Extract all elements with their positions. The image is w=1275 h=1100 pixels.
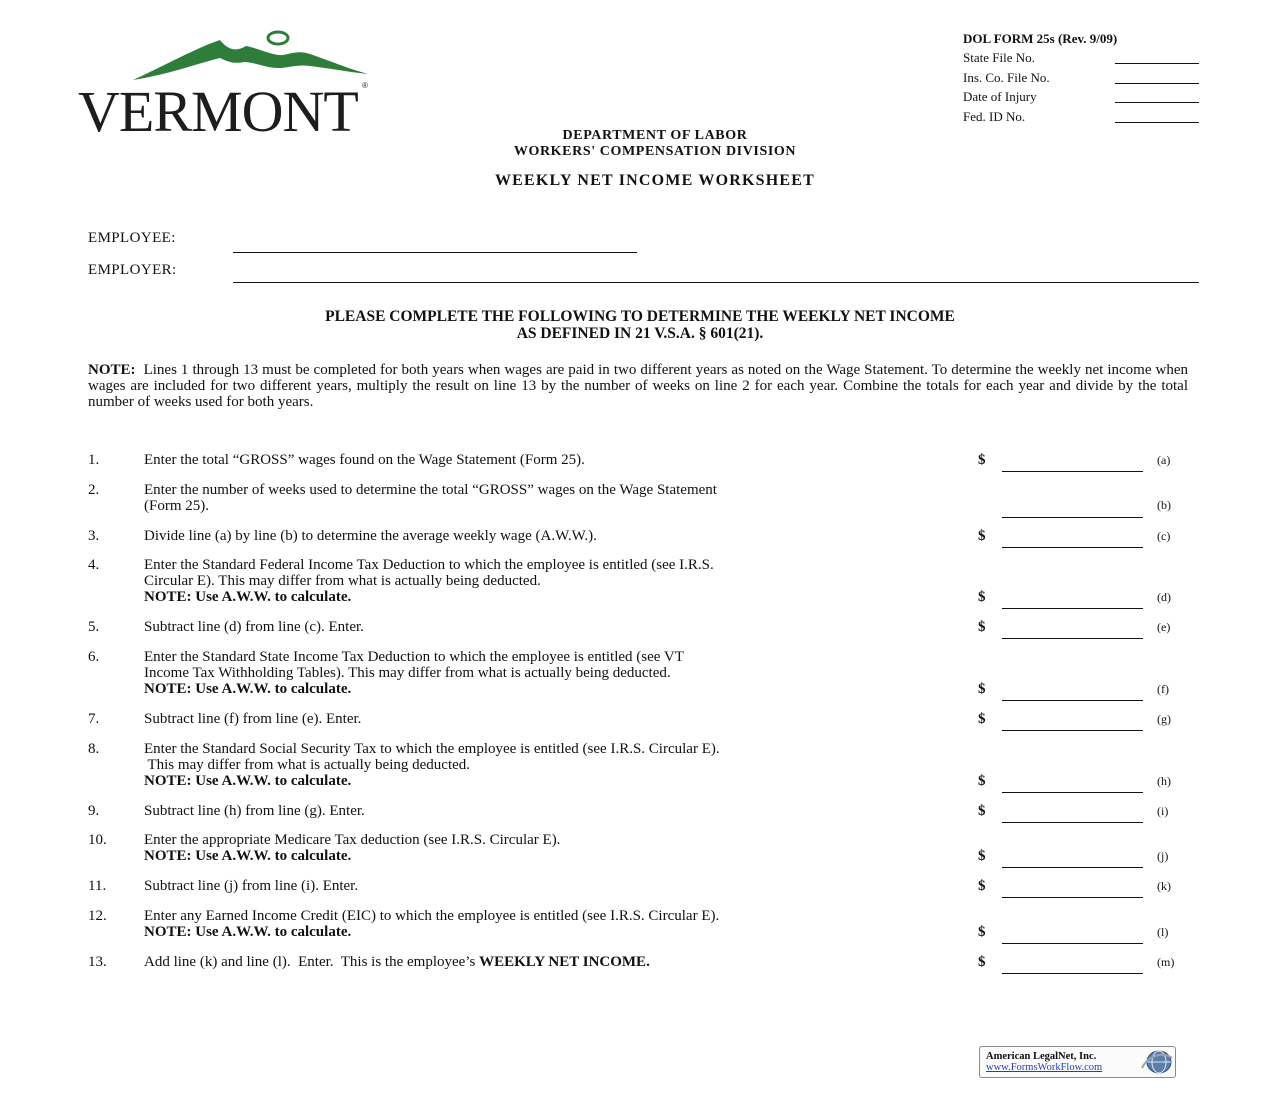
line-j-field[interactable] [1002, 867, 1143, 868]
fed-id-row [963, 105, 1203, 125]
dollar-sign: $ [978, 803, 986, 819]
line-note: NOTE: Use A.W.W. to calculate. [144, 924, 352, 940]
line-number: 2. [88, 482, 100, 498]
line-f-field[interactable] [1002, 700, 1143, 701]
date-of-injury-field[interactable] [1115, 102, 1199, 103]
date-of-injury-row [963, 85, 1203, 105]
ins-co-file-row [963, 66, 1203, 86]
logo-mountains-shape [133, 40, 368, 80]
department-name: DEPARTMENT OF LABOR [562, 128, 748, 143]
line-text [144, 908, 974, 940]
line-text-part-1: Enter any Earned Income Credit (EIC) to which the employee is entitled (see I.R.S. Circular E). [144, 908, 720, 924]
line-number: 1. [88, 452, 100, 468]
line-letter: (d) [1157, 590, 1171, 604]
state-file-row [963, 46, 1203, 66]
employer-label: EMPLOYER: [88, 262, 177, 278]
line-letter: (a) [1157, 453, 1171, 467]
line-number: 6. [88, 649, 100, 665]
line-note: NOTE: Use A.W.W. to calculate. [144, 773, 352, 789]
note-paragraph [88, 362, 1188, 410]
badge-url-link[interactable]: www.FormsWorkFlow.com [986, 1062, 1103, 1073]
ins-co-file-field[interactable] [1115, 83, 1199, 84]
line-text: Subtract line (f) from line (e). Enter. [144, 711, 362, 727]
line-note: NOTE: Use A.W.W. to calculate. [144, 848, 352, 864]
line-i-field[interactable] [1002, 822, 1143, 823]
line-note: NOTE: Use A.W.W. to calculate. [144, 589, 352, 605]
badge-company: American LegalNet, Inc. [986, 1051, 1097, 1062]
dollar-sign: $ [978, 773, 986, 789]
instructions-line-1: PLEASE COMPLETE THE FOLLOWING TO DETERMINE THE WEEKLY NET INCOME [325, 308, 955, 325]
line-k-field[interactable] [1002, 897, 1143, 898]
employee-field[interactable] [233, 252, 637, 253]
dollar-sign: $ [978, 954, 986, 970]
line-letter: (b) [1157, 498, 1171, 512]
line-letter: (l) [1157, 925, 1169, 939]
line-text-part-1: Enter the appropriate Medicare Tax deduction (see I.R.S. Circular E). [144, 832, 561, 848]
dollar-sign: $ [978, 848, 986, 864]
page-title: WEEKLY NET INCOME WORKSHEET [494, 172, 816, 189]
employer-field[interactable] [233, 282, 1199, 283]
registered-mark: ® [362, 81, 368, 90]
line-g-field[interactable] [1002, 730, 1143, 731]
instructions [150, 308, 1130, 342]
line-number: 8. [88, 741, 100, 757]
line-note: NOTE: Use A.W.W. to calculate. [144, 681, 352, 697]
line-letter: (i) [1157, 804, 1169, 818]
line-text: Subtract line (j) from line (i). Enter. [144, 878, 359, 894]
line-text-part-2: Income Tax Withholding Tables). This may differ from what is actually being deducted. [144, 665, 671, 681]
dollar-sign: $ [978, 589, 986, 605]
dollar-sign: $ [978, 924, 986, 940]
dollar-sign: $ [978, 878, 986, 894]
line-a-field[interactable] [1002, 471, 1143, 472]
note-label: NOTE: [88, 362, 136, 378]
ins-co-file-label: Ins. Co. File No. [963, 69, 1050, 85]
fed-id-field[interactable] [1115, 122, 1199, 123]
line-text-part-1: Add line (k) and line (l). Enter. This is the employee’s [144, 954, 480, 970]
instructions-line-2: AS DEFINED IN 21 V.S.A. § 601(21). [516, 325, 764, 342]
line-letter: (e) [1157, 620, 1171, 634]
line-e-field[interactable] [1002, 638, 1143, 639]
line-c-field[interactable] [1002, 547, 1143, 548]
line-l-field[interactable] [1002, 943, 1143, 944]
division-name: WORKERS' COMPENSATION DIVISION [513, 144, 797, 159]
globe-icon [1139, 1048, 1173, 1076]
line-letter: (k) [1157, 879, 1171, 893]
line-number: 9. [88, 803, 100, 819]
line-number: 3. [88, 528, 100, 544]
line-text [144, 649, 964, 697]
fed-id-label: Fed. ID No. [963, 108, 1026, 124]
dollar-sign: $ [978, 452, 986, 468]
dollar-sign: $ [978, 528, 986, 544]
dollar-sign: $ [978, 681, 986, 697]
department-heading [400, 128, 910, 160]
line-b-field[interactable] [1002, 517, 1143, 518]
line-letter: (m) [1157, 955, 1175, 969]
line-letter: (g) [1157, 712, 1171, 726]
logo-wordmark: VERMONT [78, 79, 358, 144]
line-number: 12. [88, 908, 107, 924]
line-text-part-1: Enter the number of weeks used to determine the total “GROSS” wages on the Wage Statement [144, 482, 717, 498]
line-text [144, 482, 964, 514]
line-text: Enter the total “GROSS” wages found on the Wage Statement (Form 25). [144, 452, 585, 468]
dollar-sign: $ [978, 619, 986, 635]
line-text-part-2: (Form 25). [144, 498, 209, 514]
employee-label: EMPLOYEE: [88, 230, 176, 246]
line-d-field[interactable] [1002, 608, 1143, 609]
note-text: Lines 1 through 13 must be completed for both years when wages are paid in two different years as noted on the Wage Statement. To determine the weekly net income when wages are included for two different years, multiply the result on line 13 by the number of weeks on line 2 for each year. Combine the totals for each year and divide by the total number of weeks used for both years. [88, 362, 1189, 410]
line-text: Subtract line (h) from line (g). Enter. [144, 803, 365, 819]
line-text-part-2: Circular E). This may differ from what is actually being deducted. [144, 573, 541, 589]
line-text-part-1: Enter the Standard Social Security Tax to which the employee is entitled (see I.R.S. Circular E). [144, 741, 720, 757]
american-legalnet-badge[interactable] [979, 1046, 1176, 1078]
line-number: 13. [88, 954, 107, 970]
state-file-field[interactable] [1115, 63, 1199, 64]
line-text [144, 954, 964, 970]
line-text [144, 832, 964, 864]
line-text-bold: WEEKLY NET INCOME. [479, 954, 650, 970]
line-text-part-1: Enter the Standard Federal Income Tax Deduction to which the employee is entitled (see I.R.S. [144, 557, 714, 573]
dollar-sign: $ [978, 711, 986, 727]
date-of-injury-label: Date of Injury [963, 89, 1037, 104]
line-letter: (f) [1157, 682, 1169, 696]
line-letter: (h) [1157, 774, 1171, 788]
line-text [144, 557, 964, 605]
line-text [144, 741, 974, 789]
line-letter: (j) [1157, 849, 1169, 863]
line-number: 7. [88, 711, 100, 727]
line-letter: (c) [1157, 529, 1171, 543]
line-text: Subtract line (d) from line (c). Enter. [144, 619, 364, 635]
state-file-label: State File No. [963, 50, 1035, 65]
line-text: Divide line (a) by line (b) to determine the average weekly wage (A.W.W.). [144, 528, 597, 544]
line-number: 4. [88, 557, 100, 573]
line-number: 10. [88, 832, 107, 848]
form-info-block [963, 31, 1203, 124]
line-text-part-1: Enter the Standard State Income Tax Deduction to which the employee is entitled (see VT [144, 649, 684, 665]
line-number: 5. [88, 619, 100, 635]
logo-swirl-shape [268, 32, 288, 44]
form-id: DOL FORM 25s (Rev. 9/09) [963, 31, 1118, 46]
line-number: 11. [88, 878, 107, 894]
line-m-field[interactable] [1002, 973, 1143, 974]
line-h-field[interactable] [1002, 792, 1143, 793]
line-text-part-2: This may differ from what is actually being deducted. [144, 757, 471, 773]
